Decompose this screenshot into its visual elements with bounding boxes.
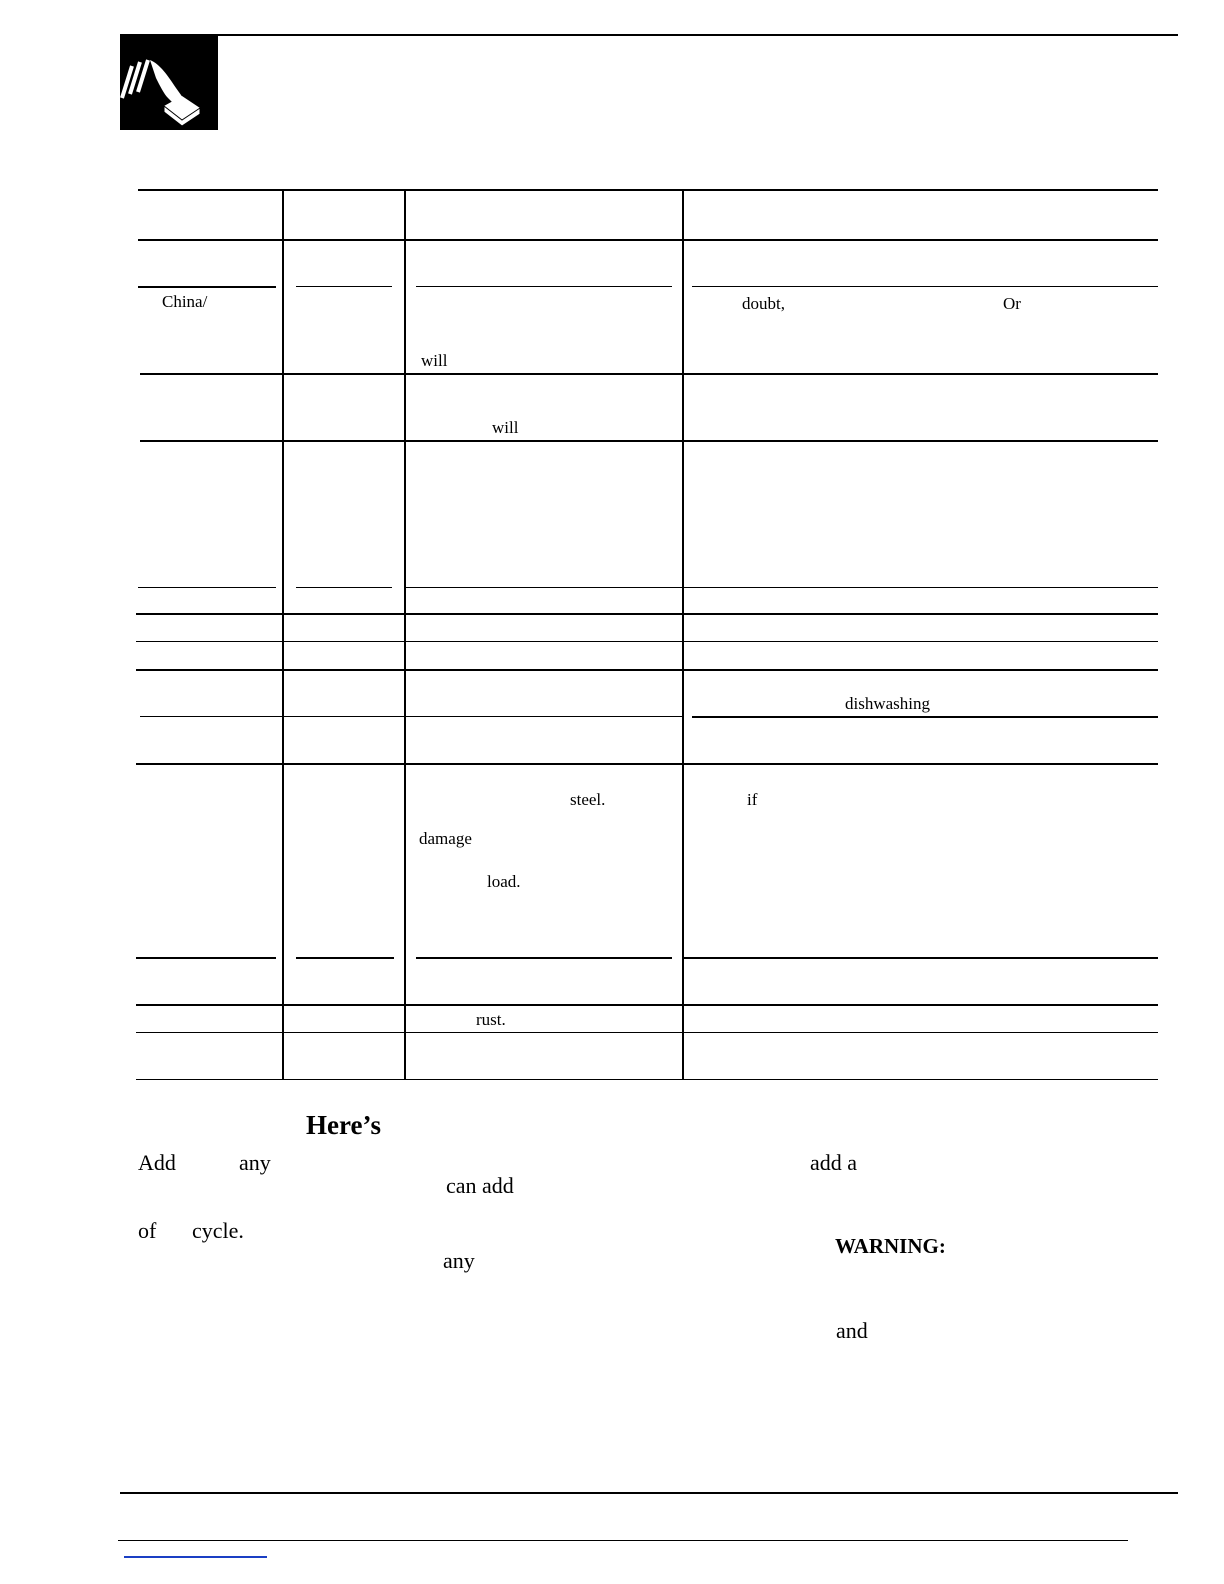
table-cell-text: doubt,: [742, 294, 785, 313]
paragraph-fragment: can add: [446, 1173, 514, 1198]
table-row-line: [136, 613, 1158, 615]
table-section-rule: [416, 286, 672, 287]
table-cell-text: China/: [162, 292, 208, 311]
table-row-line: [136, 1079, 1158, 1080]
table-cell-text: steel.: [570, 790, 606, 809]
table-cell-text: load.: [487, 872, 521, 891]
paragraph-fragment: of: [138, 1218, 157, 1243]
table-cell-text: rust.: [476, 1010, 506, 1029]
table-cell-text: if: [747, 790, 758, 809]
table-section-rule: [682, 957, 1158, 959]
table-row-line: [136, 669, 1158, 671]
table-section-rule: [138, 286, 276, 288]
table-row-line: [136, 641, 1158, 642]
table-cell-text: will: [421, 351, 448, 370]
table-section-rule: [296, 286, 392, 287]
table-row-line: [136, 1032, 1158, 1033]
footer-link[interactable]: [124, 1556, 267, 1558]
footer-rule: [120, 1492, 1178, 1494]
paragraph-fragment: and: [836, 1318, 868, 1343]
table-cell-text: Or: [1003, 294, 1021, 313]
table-section-rule: [692, 286, 1158, 287]
table-row-line: [136, 1004, 1158, 1006]
paragraph-fragment: any: [239, 1150, 271, 1175]
footer-rule-thin: [118, 1540, 1128, 1541]
paragraph-fragment: cycle.: [192, 1218, 244, 1243]
table-section-rule: [136, 957, 276, 959]
hand-pressing-button-icon: [120, 36, 218, 130]
table-cell-text: damage: [419, 829, 472, 848]
header-rule: [120, 34, 1178, 36]
table-section-rule: [692, 716, 1158, 718]
paragraph-fragment: add a: [810, 1150, 858, 1175]
table-row-line: [138, 239, 1158, 241]
table-row-line: [140, 440, 1158, 442]
paragraph-fragment: any: [443, 1248, 475, 1273]
paragraph-fragment: Add: [138, 1150, 176, 1175]
table-section-rule: [296, 587, 392, 588]
table-row-line: [140, 373, 1158, 375]
warning-label: WARNING:: [835, 1234, 946, 1258]
table-row-line: [136, 763, 1158, 765]
table-col-line-2: [404, 190, 406, 1080]
table-col-line-3: [682, 190, 684, 1080]
section-heading: Here’s: [306, 1110, 381, 1140]
table-section-rule: [416, 957, 672, 959]
table-section-rule: [138, 587, 276, 588]
table-cell-text: dishwashing: [845, 694, 930, 713]
table-row-line: [404, 587, 1158, 588]
table-col-line-1: [282, 190, 284, 1080]
table-section-rule: [296, 957, 394, 959]
table-cell-text: will: [492, 418, 519, 437]
table-row-line: [138, 189, 1158, 191]
table-row-line: [140, 716, 684, 717]
